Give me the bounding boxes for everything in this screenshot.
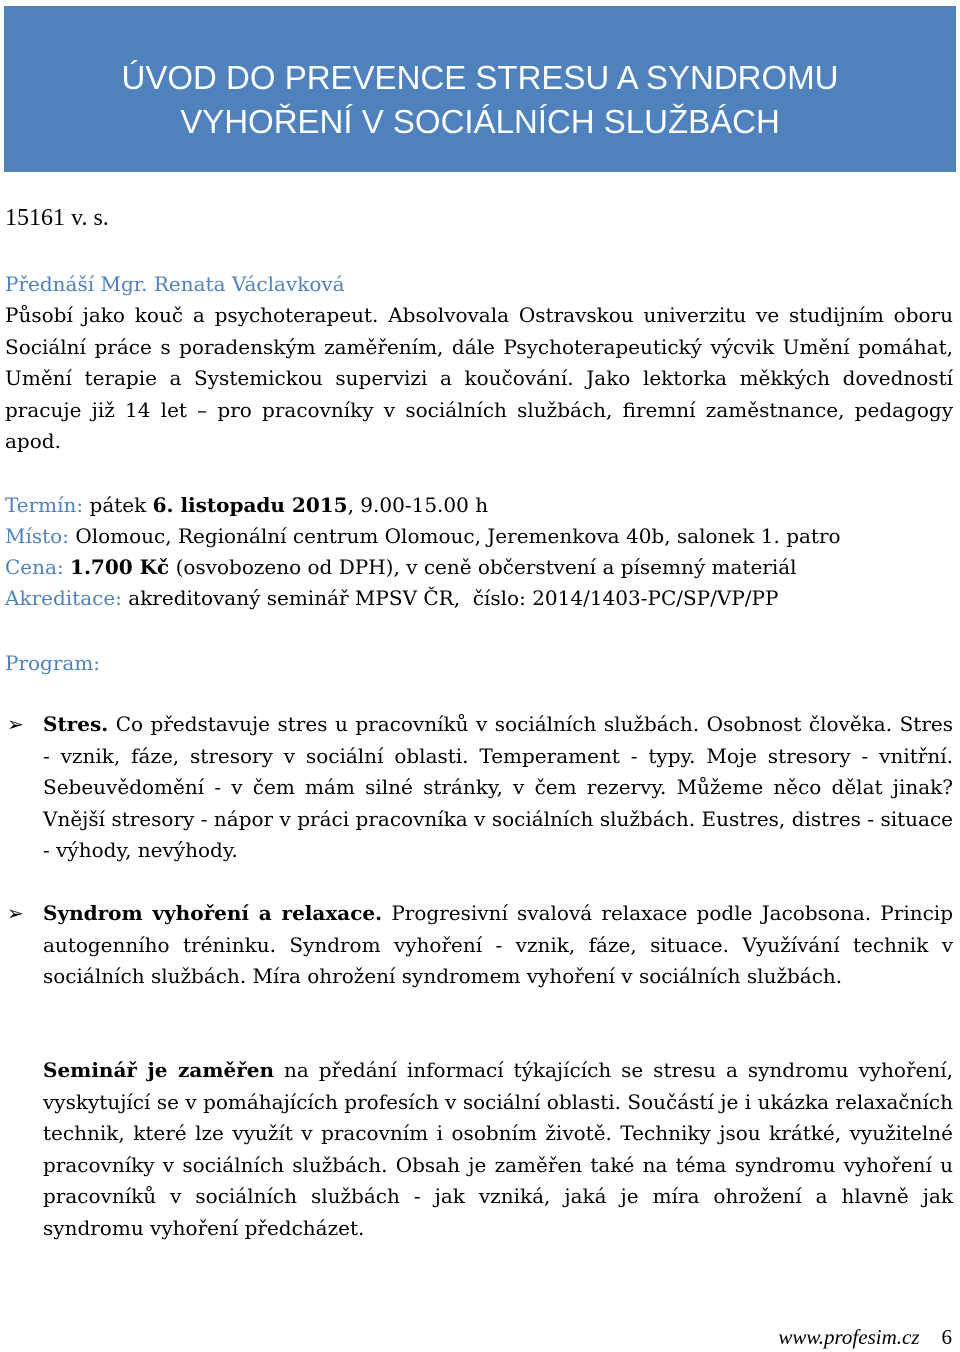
page-number: 6: [941, 1325, 952, 1349]
arrow-bullet-icon: ➢: [7, 712, 24, 736]
term-day: pátek: [89, 493, 147, 517]
place-label: Místo:: [5, 524, 69, 548]
program-item-title: Syndrom vyhoření a relaxace.: [43, 901, 383, 925]
term-label: Termín:: [5, 493, 84, 517]
seminar-focus: [43, 1055, 953, 1244]
program-item-title: Stres.: [43, 712, 109, 736]
program-item-stress: [7, 709, 953, 867]
price-row: [5, 552, 953, 584]
price-note: (osvobozeno od DPH), v ceně občerstvení a písemný materiál: [175, 555, 797, 579]
page-footer: [778, 1324, 952, 1350]
page-title: [4, 56, 956, 144]
price-label: Cena:: [5, 555, 64, 579]
seminar-focus-text: na předání informací týkajících se stresu a syndromu vyhoření, vyskytující se v pomáhajících profesích v sociální oblasti. Součástí je i ukázka relaxačních technik, které lze využít v pracovním i osobním životě. Techniky jsou krátké, využitelné pracovníky v sociálních službách. Obsah je zaměřen také na téma syndromu vyhoření u pracovníků v sociálních službách - jak vzniká, jaká je míra ohrožení a hlavně jak syndromu vyhoření předcházet.: [43, 1058, 954, 1240]
course-code: 15161 v. s.: [5, 205, 109, 231]
accreditation-row: [5, 583, 953, 615]
place-value: Olomouc, Regionální centrum Olomouc, Jeremenkova 40b, salonek 1. patro: [75, 524, 841, 548]
program-item-text: Co představuje stres u pracovníků v sociálních službách. Osobnost člověka. Stres - vznik, fáze, stresory v sociální oblasti. Temperament - typy. Moje stresory - vnitřní. Sebeuvědomění - v čem mám silné stránky, v čem rezervy. Můžeme něco dělat jinak? Vnější stresory - nápor v práci pracovníka v sociálních službách. Eustres, distres - situace - výhody, nevýhody.: [43, 712, 953, 862]
seminar-focus-title: Seminář je zaměřen: [43, 1058, 275, 1082]
lecturer-label: Přednáší Mgr. Renata Václavková: [5, 272, 345, 296]
lecturer-bio: [5, 300, 953, 458]
program-item-text: Progresivní svalová relaxace podle Jacobsona. Princip autogenního tréninku. Syndrom vyhoření - vznik, fáze, situace. Využívání technik v sociálních službách. Míra ohrožení syndromem vyhoření v sociálních službách.: [43, 901, 954, 988]
title-line-1: ÚVOD DO PREVENCE STRESU A SYNDROMU: [121, 59, 839, 96]
title-line-2: VYHOŘENÍ V SOCIÁLNÍCH SLUŽBÁCH: [180, 103, 780, 140]
title-banner: [4, 6, 956, 172]
accreditation-value: akreditovaný seminář MPSV ČR, číslo: 2014/1403-PC/SP/VP/PP: [128, 586, 779, 610]
term-row: [5, 490, 953, 522]
accreditation-label: Akreditace:: [5, 586, 122, 610]
price-amount: 1.700 Kč: [70, 555, 170, 579]
lecturer-bio-a: Působí jako kouč a psychoterapeut. Absolvovala Ostravskou univerzitu ve studijním oboru Sociální práce s poradenským zaměřením, dále Psychoterapeutický výcvik Umění pomáhat, Umění terapie a Systemickou supervizi a koučování.: [5, 303, 953, 390]
arrow-bullet-icon: ➢: [7, 901, 24, 925]
term-date: 6. listopadu 2015: [152, 493, 348, 517]
program-label: Program:: [5, 651, 101, 675]
footer-url[interactable]: www.profesim.cz: [778, 1325, 920, 1349]
place-row: [5, 521, 953, 553]
program-item-burnout: [7, 898, 954, 993]
term-time: , 9.00-15.00 h: [347, 493, 489, 517]
lecturer-bio-b: Jako lektorka měkkých dovedností pracuje již 14 let – pro pracovníky v sociálních službách, firemní zaměstnance, pedagogy apod.: [5, 366, 954, 453]
